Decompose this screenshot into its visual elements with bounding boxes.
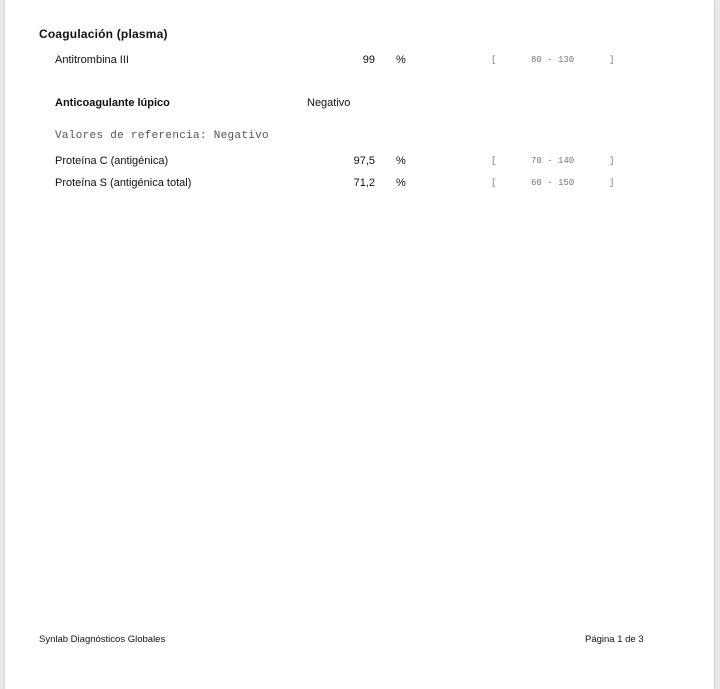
- ref-open-antitrombina: [: [491, 55, 497, 65]
- test-unit-antitrombina: %: [396, 54, 406, 66]
- test-value-proteina-s: 71,2: [353, 177, 375, 189]
- test-label-proteina-s: Proteína S (antigénica total): [55, 177, 192, 189]
- ref-open-proteina-c: [: [491, 156, 497, 166]
- ref-close-antitrombina: ]: [609, 55, 615, 65]
- lupus-label: Anticoagulante lúpico: [55, 97, 170, 109]
- ref-close-proteina-c: ]: [609, 156, 615, 166]
- lupus-reference-note: Valores de referencia: Negativo: [55, 130, 269, 142]
- footer-page-info: Página 1 de 3: [585, 634, 644, 645]
- section-title: Coagulación (plasma): [39, 27, 168, 41]
- test-value-antitrombina: 99: [362, 54, 375, 66]
- ref-close-proteina-s: ]: [609, 178, 615, 188]
- ref-range-proteina-s: 60 - 150: [531, 178, 575, 188]
- ref-open-proteina-s: [: [491, 178, 497, 188]
- test-value-proteina-c: 97,5: [353, 155, 375, 167]
- ref-range-antitrombina: 80 - 130: [531, 55, 575, 65]
- ref-range-proteina-c: 70 - 140: [531, 156, 575, 166]
- lupus-value: Negativo: [307, 97, 351, 109]
- test-label-proteina-c: Proteína C (antigénica): [55, 155, 169, 167]
- report-page: [5, 0, 714, 689]
- test-unit-proteina-s: %: [396, 177, 406, 189]
- test-label-antitrombina: Antitrombina III: [55, 54, 129, 66]
- test-unit-proteina-c: %: [396, 155, 406, 167]
- footer-lab-name: Synlab Diagnósticos Globales: [39, 634, 166, 645]
